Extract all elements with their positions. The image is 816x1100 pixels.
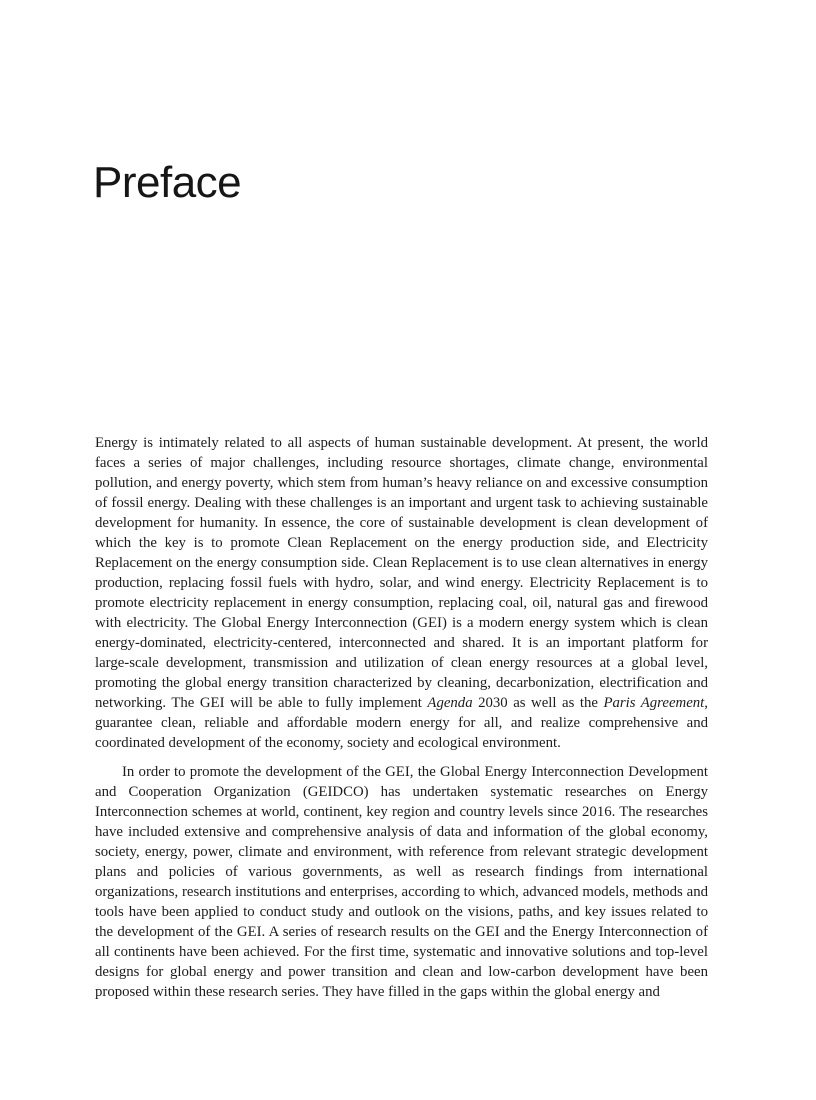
paragraph <box>95 762 708 1002</box>
preface-body <box>95 433 708 1002</box>
text-run: Energy is intimately related to all aspects of human sustainable development. At present, the world faces a series of major challenges, including resource shortages, climate change, environmental pollution, and energy poverty, which stem from human’s heavy reliance on and excessive consumption of fossil energy. Dealing with these challenges is an important and urgent task to achieving sustainable development for humanity. In essence, the core of sustainable development is clean development of which the key is to promote Clean Replacement on the energy production side, and Electricity Replacement on the energy consumption side. Clean Replacement is to use clean alternatives in energy production, replacing fossil fuels with hydro, solar, and wind energy. Electricity Replacement is to promote electricity replacement in energy consumption, replacing coal, oil, natural gas and firewood with electricity. The Global Energy Interconnection (GEI) is a modern energy system which is clean energy-dominated, electricity-centered, interconnected and shared. It is an important platform for large-scale development, transmission and utilization of clean energy resources at a global level, promoting the global energy transition characterized by cleaning, decarbonization, electrification and networking. The GEI will be able to fully implement <box>95 435 708 711</box>
paragraph <box>95 433 708 753</box>
italic-text-run: Paris Agreement <box>603 695 705 711</box>
text-run: 2030 as well as the <box>472 695 604 711</box>
italic-text-run: Agenda <box>427 695 473 711</box>
page-title: Preface <box>93 158 242 207</box>
text-run: , guarantee clean, reliable and affordable modern energy for all, and realize comprehensive and coordinated development of the economy, society and ecological environment. <box>95 695 708 751</box>
text-run: In order to promote the development of the GEI, the Global Energy Interconnection Development and Cooperation Organization (GEIDCO) has undertaken systematic researches on Energy Interconnection schemes at world, continent, key region and country levels since 2016. The researches have included extensive and comprehensive analysis of data and information of the global economy, society, energy, power, climate and environment, with reference from relevant strategic development plans and policies of various governments, as well as research findings from international organizations, research institutions and enterprises, according to which, advanced models, methods and tools have been applied to conduct study and outlook on the visions, paths, and key issues related to the development of the GEI. A series of research results on the GEI and the Energy Interconnection of all continents have been achieved. For the first time, systematic and innovative solutions and top-level designs for global energy and power transition and clean and low-carbon development have been proposed within these research series. They have filled in the gaps within the global energy and <box>95 764 708 1000</box>
